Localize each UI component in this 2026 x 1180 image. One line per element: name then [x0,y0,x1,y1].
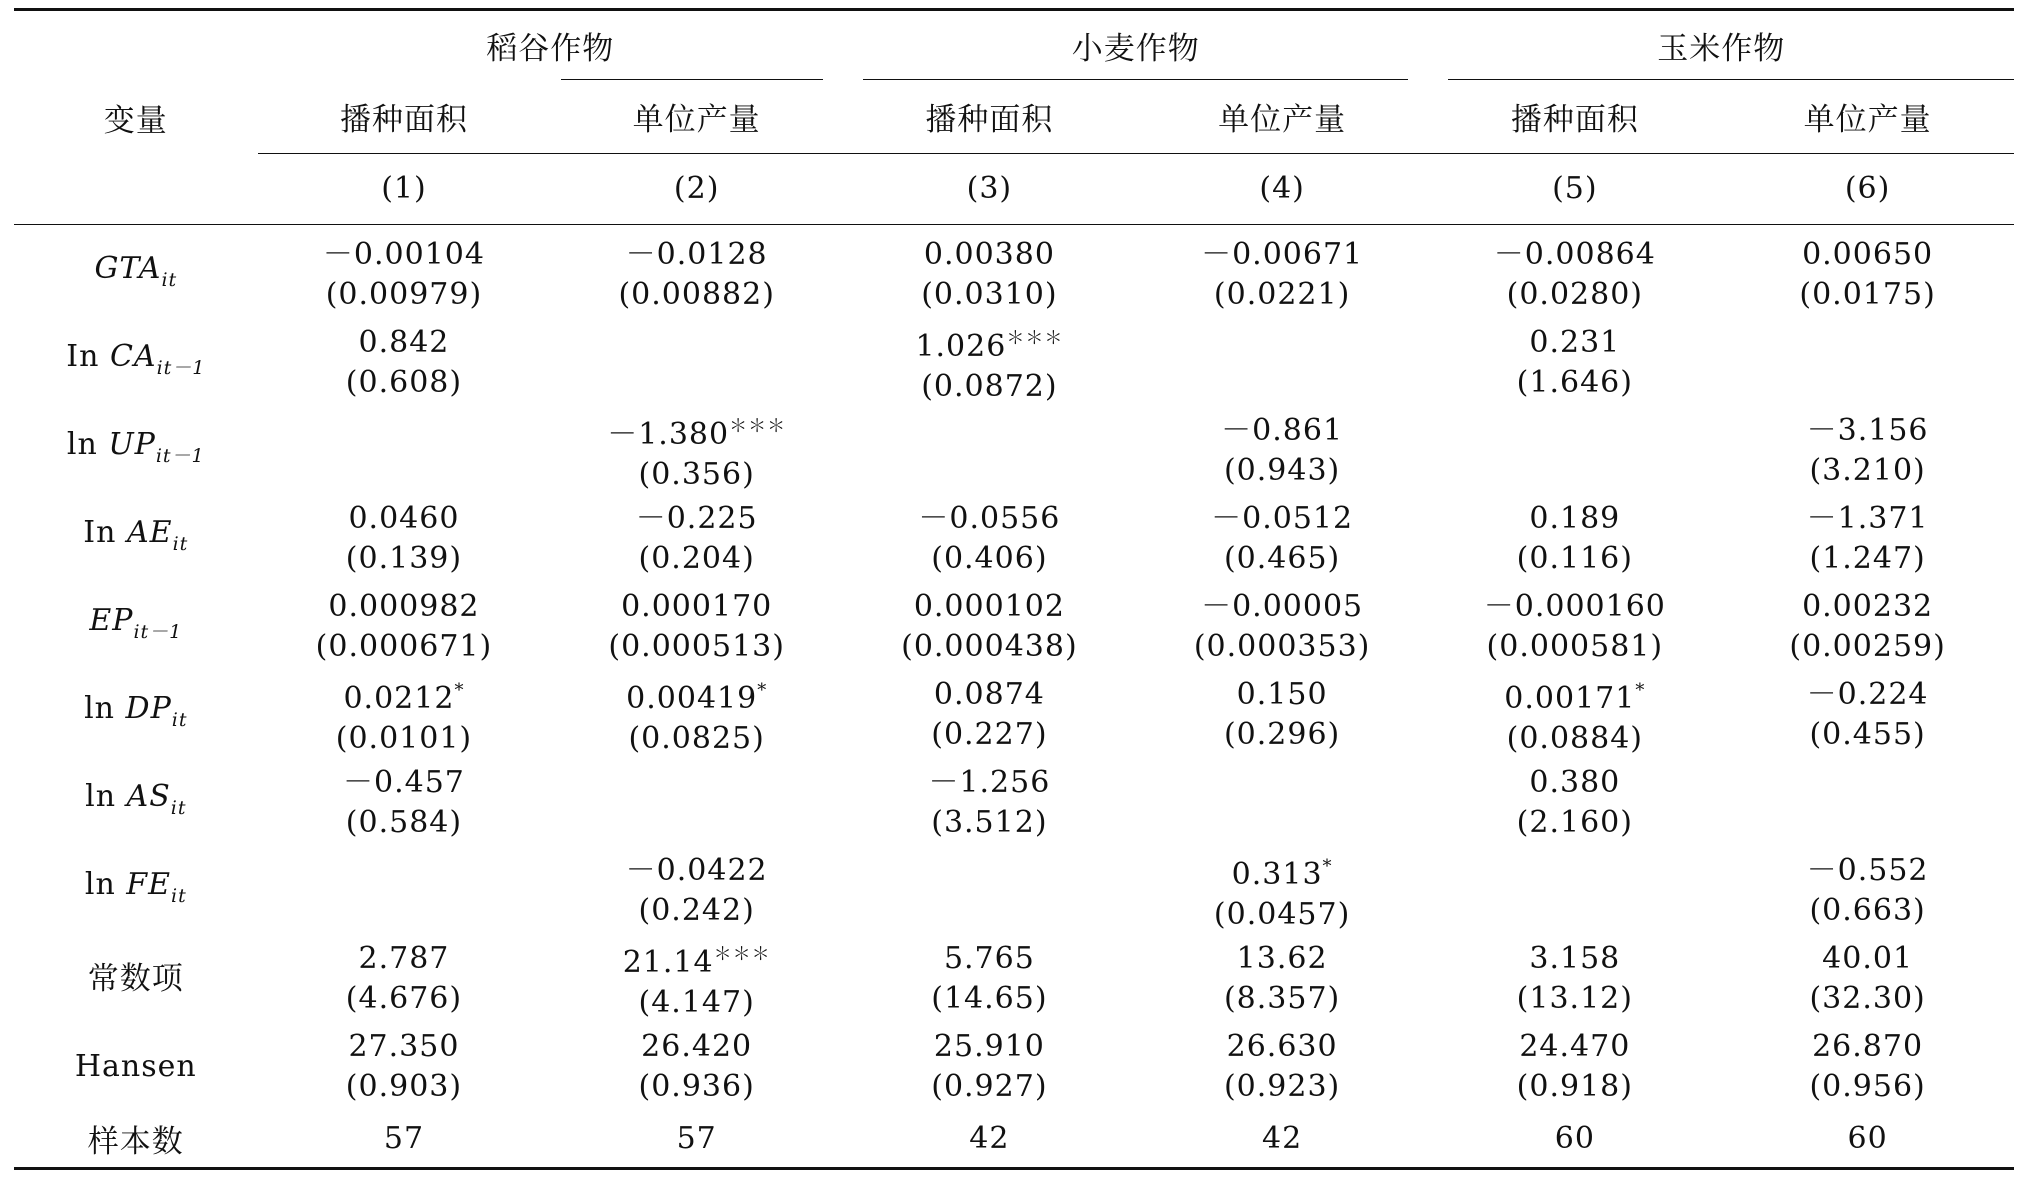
table-cell [550,224,843,319]
coefficient [1721,587,2014,627]
variable-label [14,759,258,847]
standard-error: (8.357) [1223,980,1341,1016]
significance-stars: ＊＊＊ [713,943,771,965]
coefficient-value: －0.000160 [1483,588,1666,624]
table-row [14,495,2014,583]
coefficient-value: 26.870 [1812,1028,1924,1064]
standard-error: (2.160) [1516,804,1633,840]
coefficient [258,499,551,539]
standard-error: (0.936) [638,1068,755,1104]
standard-error: (0.918) [1516,1068,1633,1104]
table-cell [1721,583,2014,671]
variable-subscript: it [172,533,189,555]
table-row [14,1023,2014,1111]
column-number: (4) [1259,171,1305,207]
coefficient-value: 0.00232 [1802,588,1934,624]
significance-stars: ＊＊＊ [1006,327,1064,349]
table-cell [1136,224,1429,319]
table-row [14,583,2014,671]
table-cell [1136,759,1429,847]
coefficient-value: －0.00671 [1201,236,1364,272]
standard-error: (0.0310) [921,276,1058,312]
table-cell [1428,671,1721,759]
standard-error: (0.116) [1516,540,1633,576]
table-cell [843,671,1136,759]
coefficient [258,671,551,719]
coefficient-value: －0.0128 [625,236,768,272]
significance-stars: * [1635,679,1646,701]
coefficient [1136,939,1429,979]
table-cell [258,935,551,1023]
coefficient-value: 24.470 [1519,1028,1631,1064]
coefficient-value: 26.420 [641,1028,753,1064]
standard-error: (3.210) [1809,452,1926,488]
coefficient-value: 0.000102 [913,588,1065,624]
subheader-unit-yield: 单位产量 [1721,80,2014,154]
standard-error: (0.0884) [1506,720,1644,756]
coefficient [550,671,843,719]
subheader-row [14,80,2014,154]
coefficient-value: －0.224 [1806,676,1929,712]
coefficient-value: －0.861 [1221,412,1344,448]
coefficient-value: 0.00171 [1504,680,1636,716]
variable-subscript: it [171,709,188,731]
column-number: (2) [673,171,720,207]
variable-column-header: 变量 [103,102,168,139]
table-row [14,935,2014,1023]
standard-error: (0.00259) [1789,628,1946,664]
standard-error: (0.923) [1223,1068,1341,1104]
coefficient [1136,675,1429,715]
column-number: (1) [381,171,427,207]
variable-subscript: it－1 [133,621,183,643]
coefficient [1428,763,1721,803]
coefficient [1721,235,2014,275]
table-cell [1428,1023,1721,1111]
coefficient-value: －3.156 [1806,412,1929,448]
group-header-corn: 玉米作物 [1428,10,2014,80]
variable-name: AS [126,779,171,814]
table-cell [1136,935,1429,1023]
standard-error: (0.465) [1223,540,1341,576]
coefficient-value: 0.313 [1231,856,1323,892]
coefficient-value: 3.158 [1529,940,1621,976]
table-row [14,847,2014,935]
variable-name: GTA [94,251,162,286]
sample-size-value: 57 [383,1121,425,1156]
coefficient [843,939,1136,979]
coefficient [1136,411,1429,451]
table-cell [258,319,551,407]
coefficient [1428,499,1721,539]
table-cell [1721,224,2014,319]
coefficient [1428,1027,1721,1067]
column-number: (5) [1552,171,1598,207]
table-cell [1721,671,2014,759]
variable-name: CA [109,339,157,374]
coefficient [843,1027,1136,1067]
table-cell [550,1023,843,1111]
variable-name: UP [108,427,156,462]
table-cell [1136,319,1429,407]
variable-subscript: it [161,269,178,291]
standard-error: (0.242) [638,892,755,928]
table-cell [258,759,551,847]
coefficient-value: 1.026 [915,328,1007,364]
table-cell [1721,847,2014,935]
coefficient-value: 5.765 [943,940,1035,976]
coefficient [550,587,843,627]
coefficient-value: －0.00104 [322,236,485,272]
coefficient-value: 0.380 [1529,764,1621,800]
coefficient-value: 0.0874 [933,676,1045,712]
coefficient-value: 2.787 [358,940,450,976]
coefficient [1721,499,2014,539]
table-cell [1428,224,1721,319]
variable-label: Hansen [74,1048,197,1084]
table-cell [1136,583,1429,671]
variable-name: FE [126,867,172,902]
table-cell [1428,407,1721,495]
coefficient-value: 0.0212 [343,680,455,716]
subheader-sown-area: 播种面积 [843,80,1136,154]
standard-error: (0.663) [1809,892,1926,928]
table-cell [843,495,1136,583]
standard-error: (1.247) [1809,540,1926,576]
column-number: (3) [966,171,1013,207]
coefficient [843,499,1136,539]
coefficient [550,407,843,455]
sample-size-value: 60 [1847,1121,1888,1156]
coefficient [1428,235,1721,275]
table-cell [258,407,551,495]
sample-size-label: 样本数 [87,1124,184,1160]
standard-error: (0.000671) [315,628,493,664]
variable-label [14,407,258,495]
coefficient [1721,411,2014,451]
standard-error: (0.0872) [921,368,1058,404]
table-cell [843,759,1136,847]
table-cell [1136,407,1429,495]
table-cell [258,583,551,671]
table-cell [1721,935,2014,1023]
coefficient-value: －0.0512 [1211,500,1354,536]
coefficient-value: 0.000170 [621,588,773,624]
table-cell [1136,495,1429,583]
coefficient [258,235,551,275]
coefficient-value: 13.62 [1236,940,1328,976]
significance-stars: * [757,679,768,701]
table-cell [258,1023,551,1111]
standard-error: (0.000438) [901,628,1078,664]
standard-error: (0.943) [1223,452,1341,488]
coefficient-value: 40.01 [1822,940,1914,976]
table-cell [1136,671,1429,759]
table-row [14,759,2014,847]
coefficient-value: －0.00005 [1201,588,1364,624]
standard-error: (0.204) [638,540,755,576]
standard-error: (0.903) [345,1068,463,1104]
sample-size-value: 42 [1262,1121,1303,1156]
table-cell [1721,759,2014,847]
coefficient-value: 0.842 [358,324,450,360]
table-cell [843,407,1136,495]
coefficient [1721,1027,2014,1067]
table-cell [550,759,843,847]
table-cell [550,935,843,1023]
table-row [14,671,2014,759]
standard-error: (0.296) [1223,716,1341,752]
table-cell [1136,1023,1429,1111]
variable-subscript: it [171,885,187,907]
coefficient-value: 0.00380 [923,236,1055,272]
variable-prefix: In [83,515,127,550]
significance-stars: * [1322,855,1333,877]
standard-error: (0.927) [931,1068,1048,1104]
standard-error: (0.584) [345,804,463,840]
coefficient [1136,235,1429,275]
standard-error: (0.227) [931,716,1048,752]
table-cell [843,224,1136,319]
standard-error: (0.0175) [1799,276,1936,312]
variable-label [14,583,258,671]
table-cell [1428,935,1721,1023]
standard-error: (4.147) [638,984,755,1020]
coefficient [1136,847,1429,895]
variable-subscript: it－1 [156,357,206,379]
table-cell [1428,759,1721,847]
variable-label: 常数项 [87,960,184,997]
coefficient [1428,323,1721,363]
coefficient-value: －0.0556 [918,500,1061,536]
coefficient [843,235,1136,275]
coefficient-value: 27.350 [348,1028,460,1064]
coefficient [550,935,843,983]
coefficient [550,1027,843,1067]
standard-error: (3.512) [931,804,1048,840]
coefficient-value: －1.371 [1806,500,1929,536]
table-cell [1428,847,1721,935]
variable-label [14,224,258,319]
standard-error: (1.646) [1516,364,1633,400]
standard-error: (0.956) [1809,1068,1926,1104]
column-number: (6) [1844,171,1891,207]
variable-prefix: ln [84,691,126,726]
table-cell [1721,1023,2014,1111]
table-cell [1721,495,2014,583]
coefficient [1428,671,1721,719]
coefficient [1428,939,1721,979]
coefficient [1721,851,2014,891]
coefficient-value: 0.189 [1529,500,1621,536]
significance-stars: ＊＊＊ [729,415,787,437]
variable-subscript: it [170,797,187,819]
standard-error: (0.608) [345,364,463,400]
variable-name: AE [127,515,173,550]
coefficient [550,851,843,891]
subheader-sown-area: 播种面积 [1428,80,1721,154]
table-cell [258,495,551,583]
coefficient [550,499,843,539]
variable-name: DP [125,691,172,726]
table-row [14,224,2014,319]
coefficient [258,323,551,363]
table-cell [1428,583,1721,671]
variable-name: EP [89,603,134,638]
coefficient-value: －0.225 [635,500,758,536]
group-header-rice: 稻谷作物 [258,10,843,80]
coefficient-value: 0.00419 [626,680,758,716]
table-cell [258,224,551,319]
table-cell [550,407,843,495]
table-row [14,319,2014,407]
coefficient [1721,675,2014,715]
coefficient [258,1027,551,1067]
table-row [14,407,2014,495]
sample-size-value: 42 [969,1121,1010,1156]
sample-size-value: 57 [676,1121,717,1156]
table-cell [1428,319,1721,407]
standard-error: (0.0825) [628,720,765,756]
table-cell [1721,319,2014,407]
table-cell [843,1023,1136,1111]
group-header-row [14,10,2014,80]
standard-error: (13.12) [1516,980,1633,1016]
coefficient-value: 26.630 [1226,1028,1338,1064]
standard-error: (0.000353) [1193,628,1371,664]
subheader-unit-yield: 单位产量 [1136,80,1429,154]
table-cell [843,847,1136,935]
coefficient-value: 0.0460 [348,500,460,536]
table-cell [258,847,551,935]
variable-prefix: ln [85,779,127,814]
coefficient [1136,1027,1429,1067]
standard-error: (0.00882) [618,276,775,312]
subheader-unit-yield: 单位产量 [550,80,843,154]
table-cell [258,671,551,759]
variable-prefix: In [66,339,110,374]
table-cell [843,935,1136,1023]
coefficient [258,763,551,803]
coefficient-value: 0.150 [1236,676,1328,712]
table-cell [550,583,843,671]
table-body [14,224,2014,1168]
standard-error: (0.455) [1809,716,1926,752]
table-header [14,10,2014,225]
coefficient [1721,939,2014,979]
coefficient-value: －1.380 [607,416,730,452]
coefficient [843,319,1136,367]
standard-error: (0.000513) [608,628,785,664]
coefficient [550,235,843,275]
group-header-wheat: 小麦作物 [843,10,1428,80]
variable-prefix: ln [66,427,109,462]
coefficient [843,763,1136,803]
sample-size-value: 60 [1554,1121,1595,1156]
coefficient [1136,587,1429,627]
coefficient-value: －0.00864 [1493,236,1656,272]
table-cell [843,319,1136,407]
coefficient [258,587,551,627]
coefficient-value: －0.457 [343,764,465,800]
subheader-sown-area: 播种面积 [258,80,551,154]
variable-label [14,847,258,935]
table-cell [550,319,843,407]
standard-error: (0.0221) [1213,276,1351,312]
significance-stars: * [454,679,465,701]
coefficient-value: 0.231 [1529,324,1621,360]
coefficient [843,675,1136,715]
coefficient-value: 21.14 [622,944,714,980]
table-cell [550,847,843,935]
standard-error: (0.0101) [335,720,473,756]
table-cell [1136,847,1429,935]
coefficient [258,939,551,979]
standard-error: (0.0457) [1213,896,1351,932]
coefficient [1428,587,1721,627]
standard-error: (0.00979) [325,276,483,312]
coefficient-value: －0.0422 [625,852,768,888]
standard-error: (0.356) [638,456,755,492]
column-number-row [14,154,2014,224]
standard-error: (32.30) [1809,980,1926,1016]
variable-prefix: ln [84,867,127,902]
table-cell [843,583,1136,671]
sample-size-row [14,1111,2014,1169]
coefficient-value: 0.00650 [1802,236,1934,272]
standard-error: (4.676) [345,980,463,1016]
coefficient-value: 25.910 [933,1028,1045,1064]
coefficient-value: －1.256 [928,764,1051,800]
variable-label [14,671,258,759]
coefficient [1136,499,1429,539]
table-cell [550,671,843,759]
table-cell [1721,407,2014,495]
coefficient-value: 0.000982 [328,588,480,624]
table-cell [1428,495,1721,583]
variable-subscript: it－1 [155,445,205,467]
regression-table [14,8,2014,1170]
standard-error: (0.000581) [1486,628,1664,664]
coefficient-value: －0.552 [1806,852,1929,888]
standard-error: (14.65) [931,980,1048,1016]
variable-label [14,319,258,407]
standard-error: (0.139) [345,540,463,576]
standard-error: (0.0280) [1506,276,1644,312]
table-cell [550,495,843,583]
coefficient [843,587,1136,627]
standard-error: (0.406) [931,540,1048,576]
variable-label [14,495,258,583]
